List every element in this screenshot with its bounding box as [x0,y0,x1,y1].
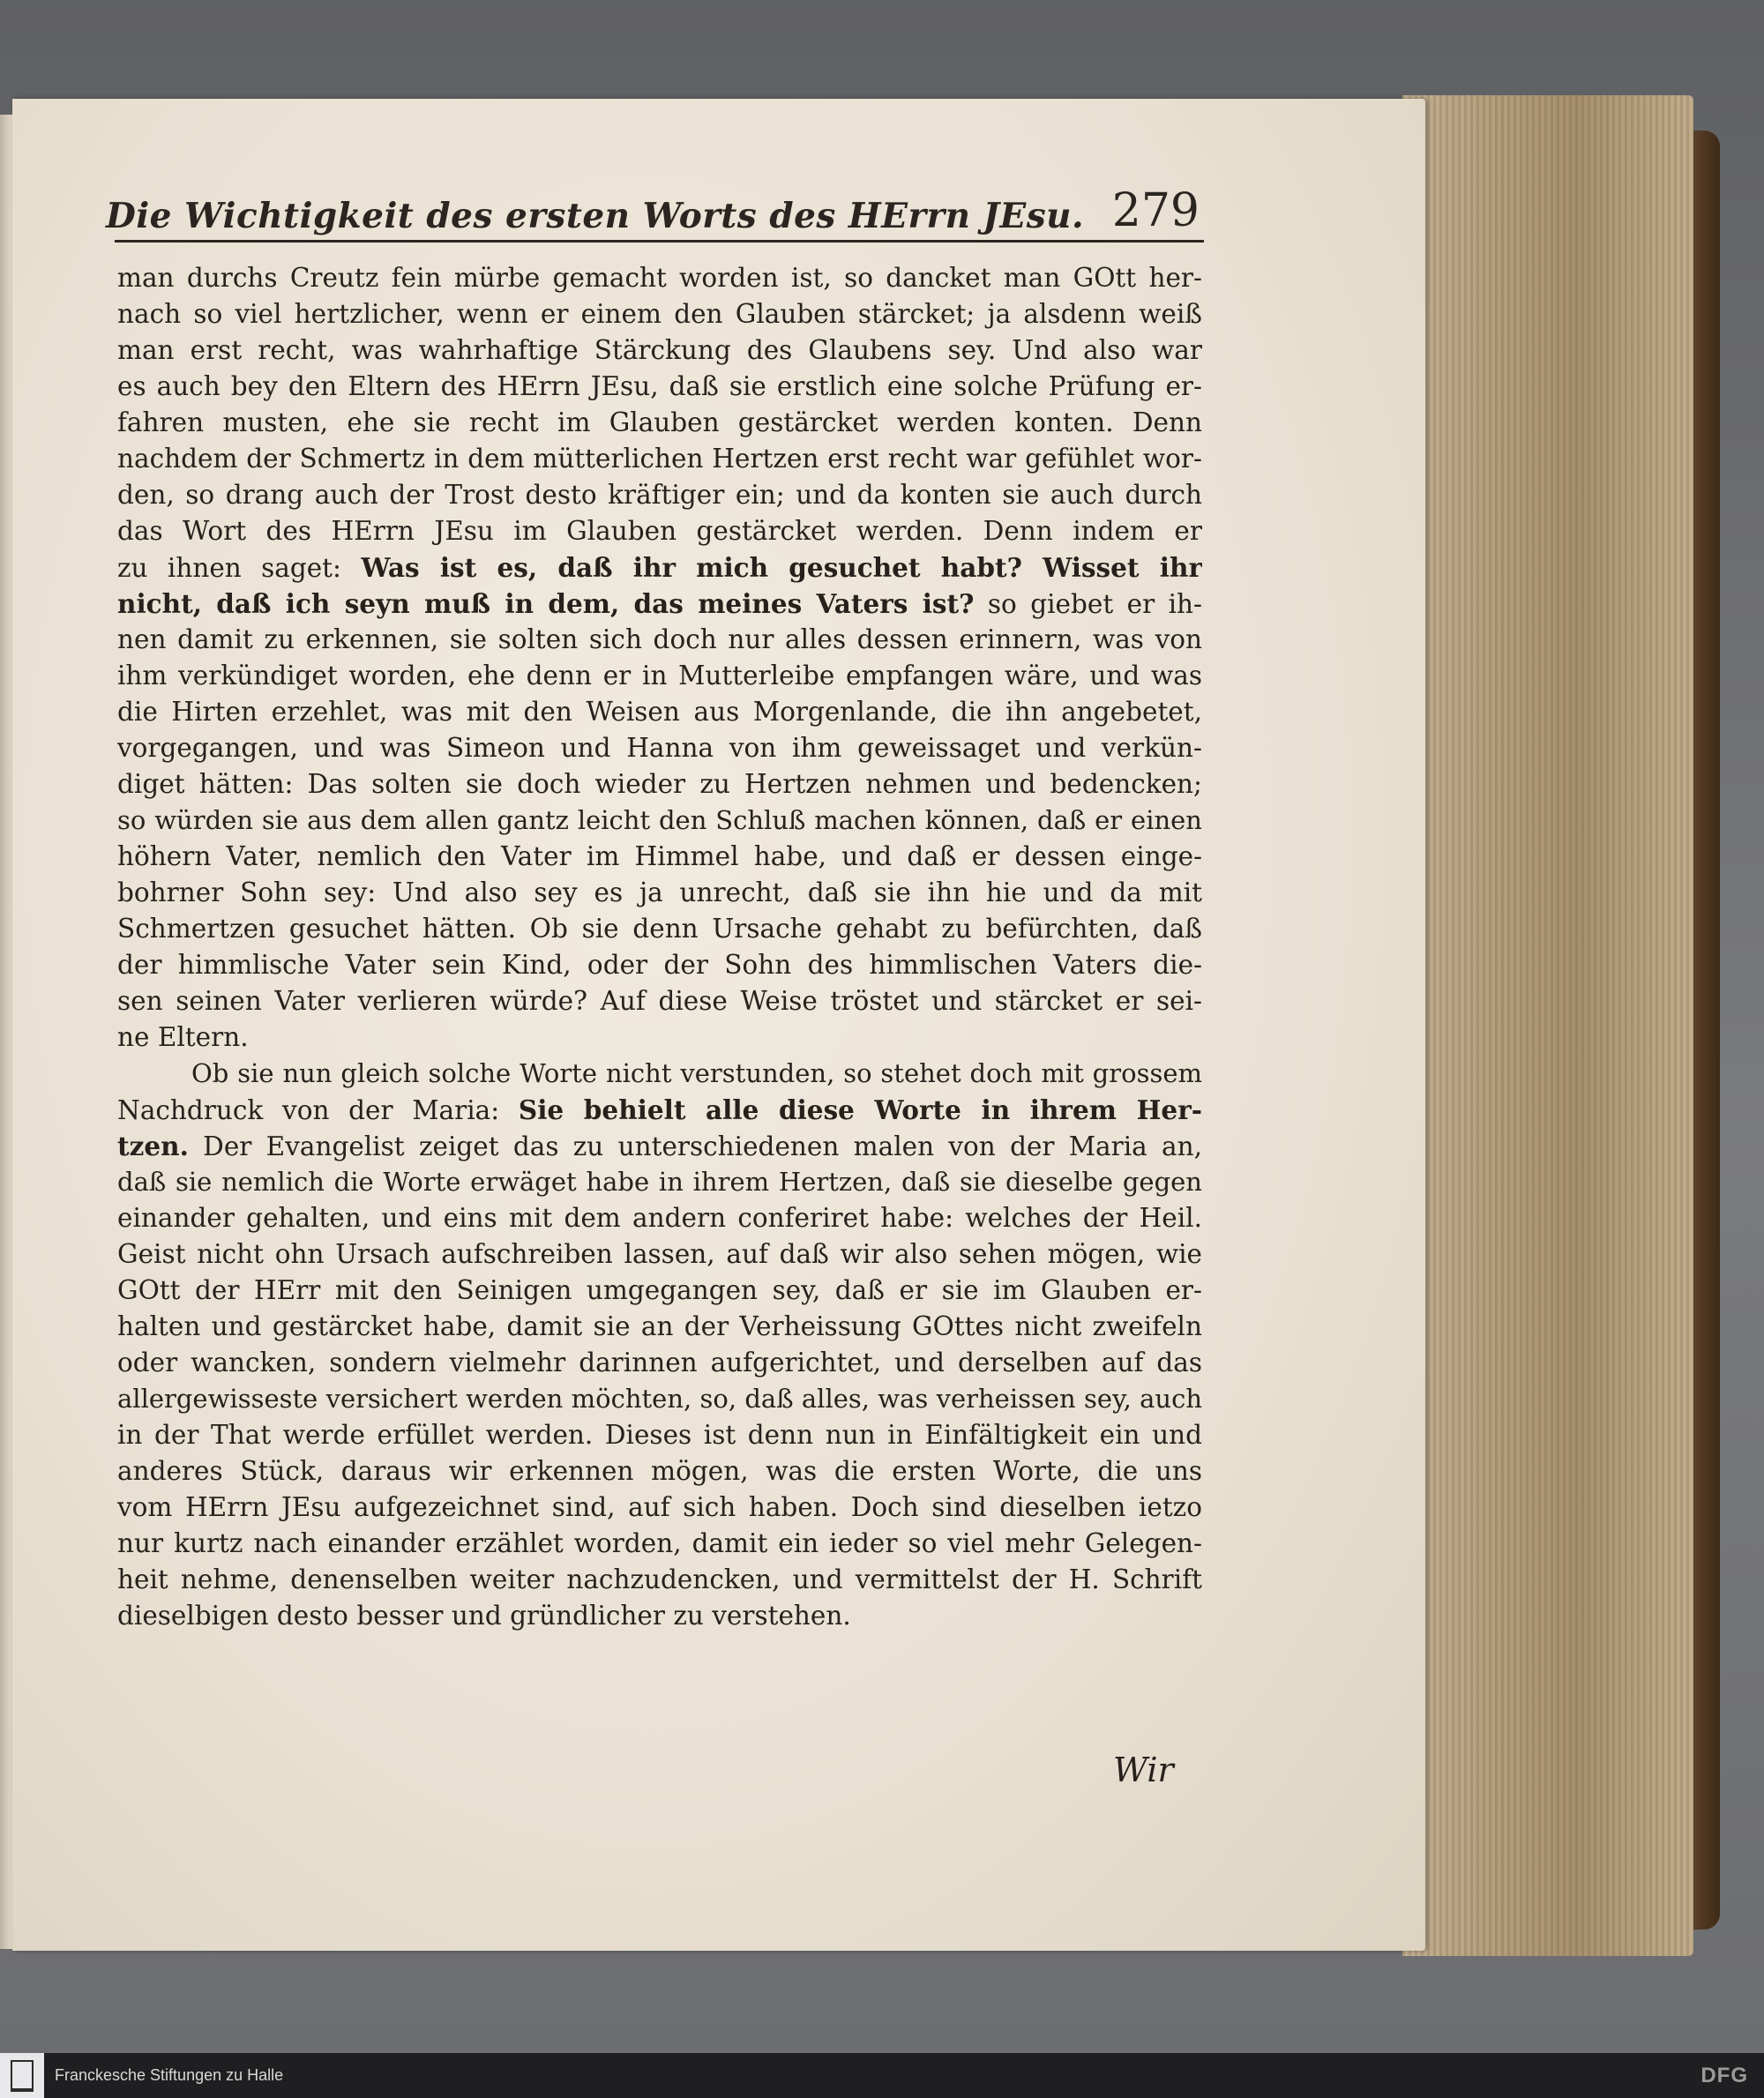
text-segment: dieselbigen desto besser und gründlicher zu verstehen. [117,1601,851,1631]
text-segment: bohrner Sohn sey: Und also sey es ja unrecht, daß sie ihn hie und da mit [117,877,1202,907]
text-segment: der himmlische Vater sein Kind, oder der Sohn des himmlischen Vaters die- [117,950,1202,980]
text-segment: so giebet er ih- [974,589,1202,619]
text-segment: das Wort des HErrn JEsu im Glauben gestärcket werden. Denn indem er [117,516,1202,546]
text-segment: heit nehme, denenselben weiter nachzudencken, und vermittelst der H. Schrift [117,1564,1202,1594]
text-line [117,1092,1202,1128]
book-block [1402,95,1729,1956]
dfg-logo: DFG [1700,2064,1748,2087]
text-segment: höhern Vater, nemlich den Vater im Himmel habe, und daß er dessen einge- [117,841,1202,871]
text-line [117,803,1202,839]
text-segment: zu ihnen saget: [117,553,362,583]
text-line [117,658,1202,694]
text-segment: vorgegangen, und was Simeon und Hanna von ihm geweissaget und verkün- [117,733,1202,763]
text-segment: Ob sie nun gleich solche Worte nicht verstunden, so stehet doch mit grossem [191,1058,1202,1088]
text-line [117,1417,1202,1453]
institution-name: Franckesche Stiftungen zu Halle [55,2066,284,2084]
page-fore-edge [1402,95,1693,1956]
text-line [117,766,1202,803]
text-line [117,1598,1202,1634]
text-line [117,1381,1202,1417]
text-line [117,296,1202,332]
bold-quotation: Sie behielt alle diese Worte in ihrem Her- [518,1094,1202,1125]
running-head: Die Wichtigkeit des ersten Worts des HErrn JEsu. [106,196,1085,236]
text-line [117,1490,1202,1526]
text-line [117,549,1202,586]
text-segment: daß sie nemlich die Worte erwäget habe in ihrem Hertzen, daß sie dieselbe gegen [117,1167,1202,1197]
text-line [117,1309,1202,1345]
left-page-edge [0,115,12,1949]
text-segment: die Hirten erzehlet, was mit den Weisen aus Morgenlande, die ihn angebetet, [117,697,1202,727]
text-line [117,875,1202,911]
text-segment: halten und gestärcket habe, damit sie an der Verheissung GOttes nicht zweifeln [117,1311,1202,1341]
text-line [117,947,1202,983]
text-line [117,1056,1202,1092]
text-segment: Der Evangelist zeiget das zu unterschiedenen malen von der Maria an, [188,1131,1202,1161]
text-segment: Geist nicht ohn Ursach aufschreiben lassen, auf daß wir also sehen mögen, wie [117,1239,1202,1269]
text-line [117,694,1202,730]
text-segment: sen seinen Vater verlieren würde? Auf diese Weise tröstet und stärcket er sei- [117,986,1202,1016]
bold-quotation: tzen. [117,1131,189,1161]
text-segment: man durchs Creutz fein mürbe gemacht worden ist, so dancket man GOtt her- [117,263,1202,293]
catchword: Wir [1113,1751,1174,1789]
text-segment: so würden sie aus dem allen gantz leicht den Schluß machen können, daß er einen [117,805,1202,835]
text-line [117,983,1202,1019]
text-line [117,1164,1202,1200]
text-line [117,1200,1202,1236]
text-segment: Schmertzen gesuchet hätten. Ob sie denn Ursache gehabt zu befürchten, daß [117,914,1202,944]
page-header [106,146,1200,237]
text-segment: es auch bey den Eltern des HErrn JEsu, daß sie erstlich eine solche Prüfung er- [117,371,1202,401]
text-line [117,1453,1202,1490]
text-line [117,260,1202,296]
text-line [117,1019,1202,1056]
text-segment: Nachdruck von der Maria: [117,1095,519,1125]
text-line [117,513,1202,549]
text-line [117,911,1202,947]
text-line [117,730,1202,766]
text-line [117,1526,1202,1562]
header-rule [115,240,1204,243]
text-segment: diget hätten: Das solten sie doch wieder zu Hertzen nehmen und bedencken; [117,769,1202,799]
text-segment: einander gehalten, und eins mit dem andern conferiret habe: welches der Heil. [117,1203,1202,1233]
text-segment: GOtt der HErr mit den Seinigen umgegangen sey, daß er sie im Glauben er- [117,1275,1202,1305]
text-line [117,1128,1202,1164]
text-segment: nur kurtz nach einander erzählet worden, damit ein ieder so viel mehr Gelegen- [117,1528,1202,1558]
text-segment: nen damit zu erkennen, sie solten sich doch nur alles dessen erinnern, was von [117,624,1202,654]
text-segment: allergewisseste versichert werden möchten, so, daß alles, was verheissen sey, auch [117,1384,1202,1414]
text-segment: fahren musten, ehe sie recht im Glauben gestärcket werden konten. Denn [117,407,1202,437]
viewer-footer [0,2053,1764,2098]
text-segment: oder wancken, sondern vielmehr darinnen aufgerichtet, und derselben auf das [117,1348,1202,1378]
text-segment: vom HErrn JEsu aufgezeichnet sind, auf sich haben. Doch sind dieselben ietzo [117,1492,1202,1522]
body-text [117,260,1202,1742]
text-line [117,622,1202,658]
text-line [117,441,1202,477]
text-line [117,1345,1202,1381]
text-segment: ne Eltern. [117,1022,249,1052]
text-segment: den, so drang auch der Trost desto kräftiger ein; und da konten sie auch durch [117,480,1202,510]
bold-quotation: nicht, daß ich seyn muß in dem, das meines Vaters ist? [117,588,975,619]
text-segment: nachdem der Schmertz in dem mütterlichen Hertzen erst recht war gefühlet wor- [117,444,1202,474]
bold-quotation: Was ist es, daß ihr mich gesuchet habt? Wisset ihr [361,552,1202,583]
text-line [117,1562,1202,1598]
text-segment: man erst recht, was wahrhaftige Stärckung des Glaubens sey. Und also war [117,335,1202,365]
page-number: 279 [1111,184,1200,237]
institution-logo-icon [0,2053,44,2098]
text-segment: ihm verkündiget worden, ehe denn er in Mutterleibe empfangen wäre, und was [117,661,1202,691]
text-line [117,477,1202,513]
text-line [117,332,1202,369]
text-line [117,405,1202,441]
text-segment: nach so viel hertzlicher, wenn er einem den Glauben stärcket; ja alsdenn weiß [117,299,1202,329]
text-line [117,1273,1202,1309]
text-line [117,369,1202,405]
text-line [117,1236,1202,1273]
text-line [117,839,1202,875]
text-segment: in der That werde erfüllet werden. Dieses ist denn nun in Einfältigkeit ein und [117,1420,1202,1450]
text-line [117,586,1202,622]
text-segment: anderes Stück, daraus wir erkennen mögen, was die ersten Worte, die uns [117,1456,1202,1486]
